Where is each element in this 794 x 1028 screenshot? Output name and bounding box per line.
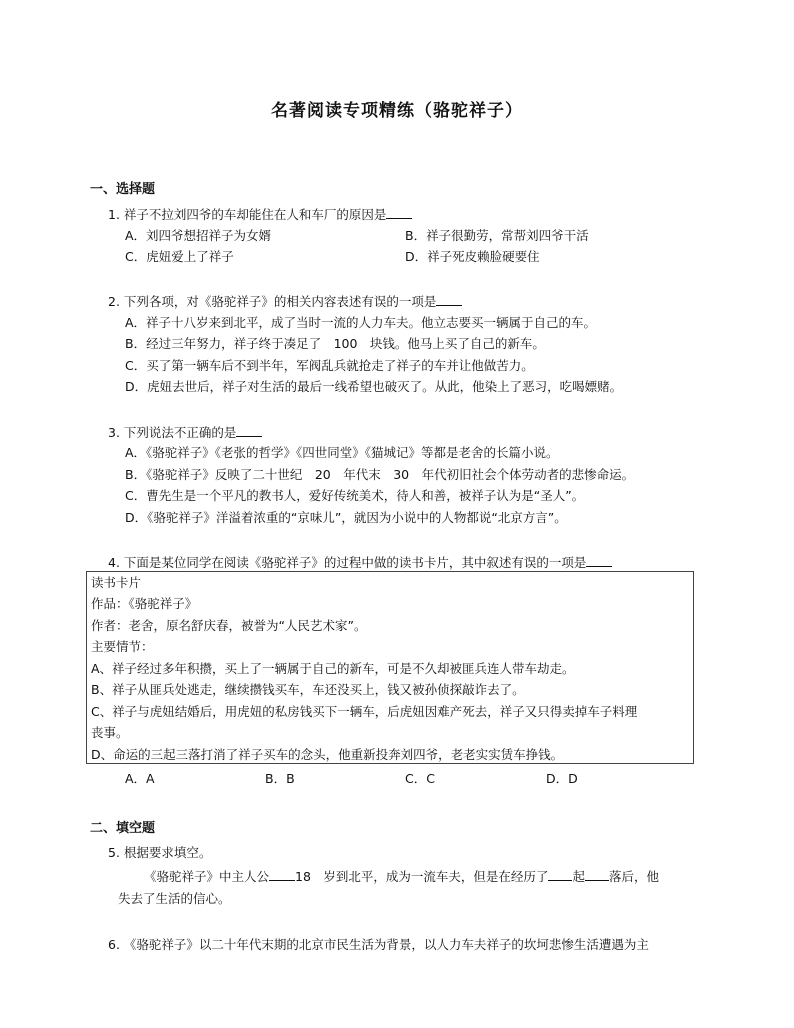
card-plot-a: A、祥子经过多年积攒，买上了一辆属于自己的新车，可是不久却被匪兵连人带车劫走。 — [91, 661, 575, 676]
q5-text-d: 落后，他 — [608, 869, 659, 884]
q2-option-a: A．祥子十八岁来到北平，成了当时一流的人力车夫。他立志要买一辆属于自己的车。 — [125, 315, 597, 330]
card-plot-c-line2: 丧事。 — [91, 725, 129, 740]
page-title: 名著阅读专项精练（骆驼祥子） — [271, 101, 523, 121]
answer-blank — [436, 292, 462, 306]
q3-option-a: A．《骆驼祥子》《老张的哲学》《四世同堂》《猫城记》等都是老舍的长篇小说。 — [125, 445, 559, 460]
card-plot-b: B、祥子从匪兵处逃走，继续攒钱买车，车还没买上，钱又被孙侦探敲诈去了。 — [91, 682, 525, 697]
card-plot-label: 主要情节： — [91, 639, 154, 654]
q3-option-b: B．《骆驼祥子》反映了二十世纪 20 年代末 30 年代初旧社会个体劳动者的悲惨命运。 — [125, 467, 635, 482]
fill-blank-fall — [585, 867, 609, 881]
question-5-paragraph-line1 — [144, 867, 659, 886]
q3-option-c: C．曹先生是一个平凡的教书人，爱好传统美术，待人和善，被祥子认为是“圣人”。 — [125, 488, 585, 503]
fill-blank-rise — [548, 867, 572, 881]
question-3-stem: 3. 下列说法不正确的是 — [108, 425, 237, 440]
question-2 — [108, 292, 462, 311]
question-1 — [108, 205, 412, 224]
q4-answer-c: C．C — [405, 771, 435, 786]
question-5-paragraph-line2: 失去了生活的信心。 — [118, 891, 231, 906]
q2-option-d: D．虎妞去世后，祥子对生活的最后一线希望也破灭了。从此，他染上了恶习，吃喝嫖赌。 — [125, 379, 623, 394]
q2-option-c: C．买了第一辆车后不到半年，军阀乱兵就抢走了祥子的车并让他做苦力。 — [125, 358, 534, 373]
question-2-stem: 2. 下列各项，对《骆驼祥子》的相关内容表述有误的一项是 — [108, 294, 437, 309]
fill-blank-name — [269, 867, 295, 881]
question-4-stem: 4. 下面是某位同学在阅读《骆驼祥子》的过程中做的读书卡片，其中叙述有误的一项是 — [108, 555, 587, 570]
question-1-stem: 1. 祥子不拉刘四爷的车却能住在人和车厂的原因是 — [108, 207, 387, 222]
q3-option-d: D．《骆驼祥子》洋溢着浓重的“京味儿”，就因为小说中的人物都说“北京方言”。 — [125, 510, 567, 525]
answer-blank — [236, 423, 262, 437]
card-work: 作品：《骆驼祥子》 — [91, 596, 198, 611]
q1-option-b: B．祥子很勤劳，常帮刘四爷干活 — [405, 228, 589, 243]
q5-text-b: 18 岁到北平，成为一流车夫，但是在经历了 — [295, 869, 549, 884]
question-6-stem: 6. 《骆驼祥子》以二十年代末期的北京市民生活为背景，以人力车夫祥子的坎坷悲惨生活遭遇为主 — [108, 937, 649, 952]
answer-blank — [386, 205, 412, 219]
q1-option-c: C．虎妞爱上了祥子 — [125, 249, 234, 264]
q4-answer-d: D．D — [546, 771, 578, 786]
q5-text-a: 《骆驼祥子》中主人公 — [144, 869, 270, 884]
card-author: 作者：老舍，原名舒庆春，被誉为“人民艺术家”。 — [91, 618, 367, 633]
section-heading-fill: 二、填空题 — [90, 821, 156, 836]
q1-option-a: A．刘四爷想招祥子为女婿 — [125, 228, 272, 243]
q4-answer-b: B．B — [265, 771, 295, 786]
q2-option-b: B．经过三年努力，祥子终于凑足了 100 块钱。他马上买了自己的新车。 — [125, 336, 545, 351]
answer-blank — [586, 553, 612, 567]
q4-answer-a: A．A — [125, 771, 155, 786]
question-4 — [108, 553, 612, 572]
reading-card — [86, 571, 694, 764]
question-5-stem: 5. 根据要求填空。 — [108, 845, 212, 860]
question-3 — [108, 423, 262, 442]
q5-text-c: 起 — [572, 869, 585, 884]
card-heading: 读书卡片 — [91, 575, 142, 590]
q1-option-d: D．祥子死皮赖脸硬要住 — [405, 249, 540, 264]
section-heading-choice: 一、选择题 — [90, 182, 156, 197]
card-plot-c-line1: C、祥子与虎妞结婚后，用虎妞的私房钱买下一辆车，后虎妞因难产死去，祥子又只得卖掉车子料理 — [91, 704, 638, 719]
card-plot-d: D、命运的三起三落打消了祥子买车的念头，他重新投奔刘四爷，老老实实赁车挣钱。 — [91, 747, 564, 762]
